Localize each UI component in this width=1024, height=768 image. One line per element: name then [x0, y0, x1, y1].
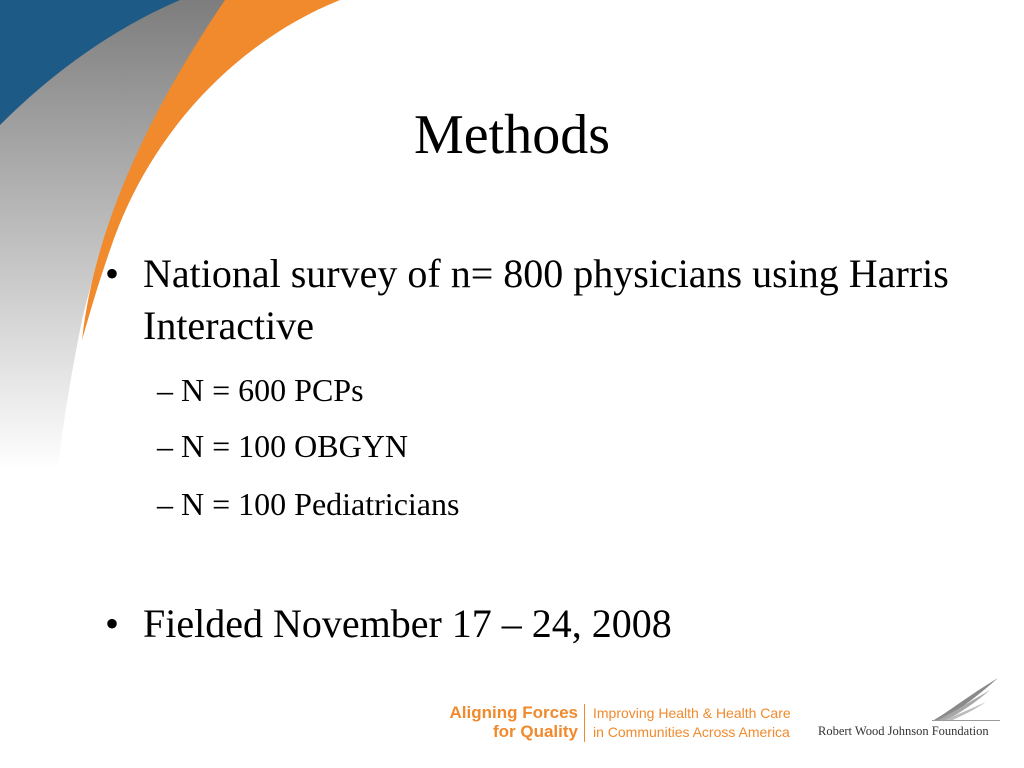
tagline-line-2: in Communities Across America: [593, 724, 790, 740]
brand-line-1: Aligning Forces: [449, 703, 578, 722]
sub-item-obgyn: [157, 426, 857, 466]
brand-divider: [584, 704, 585, 742]
sub-item-text: N = 600 PCPs: [181, 372, 364, 408]
bullet-text: National survey of n= 800 physicians using Harris Interactive: [143, 251, 949, 348]
aligning-forces-logo: [430, 703, 578, 741]
foundation-name: Robert Wood Johnson Foundation: [818, 724, 989, 738]
bullet-item-fielded: [105, 598, 965, 650]
dash-icon: –: [157, 428, 173, 464]
brand-tagline: [593, 704, 813, 742]
rwjf-feather-logo-icon: [928, 676, 1002, 722]
bullet-text: Fielded November 17 – 24, 2008: [143, 601, 672, 646]
sub-item-pcps: [157, 370, 857, 410]
tagline-line-1: Improving Health & Health Care: [593, 705, 791, 721]
dash-icon: –: [157, 486, 173, 522]
bullet-item-survey: [105, 248, 965, 352]
sub-item-pediatricians: [157, 484, 857, 524]
sub-item-text: N = 100 OBGYN: [181, 428, 408, 464]
brand-line-2: for Quality: [492, 722, 578, 741]
dash-icon: –: [157, 372, 173, 408]
slide-title: Methods: [414, 104, 610, 166]
bullet-dot-icon: •: [105, 601, 120, 646]
bullet-dot-icon: •: [105, 251, 120, 296]
sub-item-text: N = 100 Pediatricians: [181, 486, 460, 522]
